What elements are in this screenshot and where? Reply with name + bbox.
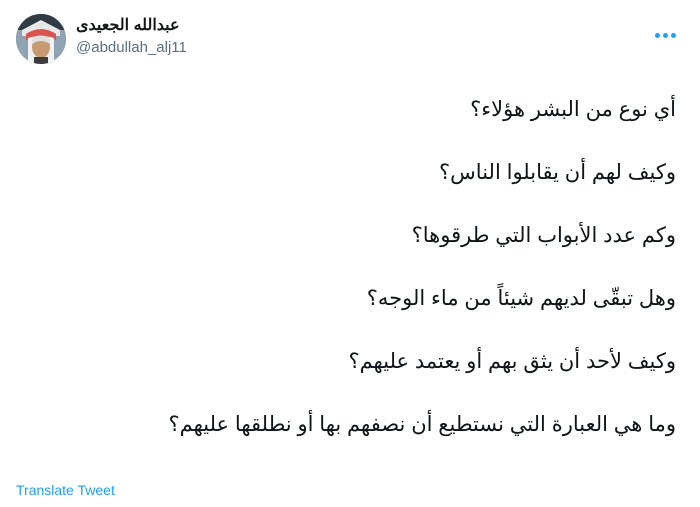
tweet-line: وما هي العبارة التي نستطيع أن نصفهم بها أو نطلقها عليهم؟ <box>168 412 676 436</box>
avatar-photo-icon <box>16 14 66 64</box>
more-options-icon <box>655 33 676 38</box>
author-handle[interactable]: @abdullah_alj11 <box>76 39 187 56</box>
more-options-button[interactable] <box>650 20 680 50</box>
tweet-line: وكيف لهم أن يقابلوا الناس؟ <box>439 160 676 184</box>
tweet-line: أي نوع من البشر هؤلاء؟ <box>470 98 676 121</box>
author-display-name[interactable]: عبدالله الجعيدى <box>76 17 180 34</box>
tweet-header <box>16 14 684 76</box>
tweet-text <box>16 76 684 446</box>
tweet-line: وكم عدد الأبواب التي طرقوها؟ <box>411 223 676 247</box>
avatar[interactable] <box>16 14 66 64</box>
tweet-line: وهل تبقّى لديهم شيئاً من ماء الوجه؟ <box>366 286 676 310</box>
tweet-line: وكيف لأحد أن يثق بهم أو يعتمد عليهم؟ <box>348 349 676 373</box>
translate-tweet-link[interactable]: Translate Tweet <box>16 482 115 498</box>
author-name-block <box>76 14 187 58</box>
